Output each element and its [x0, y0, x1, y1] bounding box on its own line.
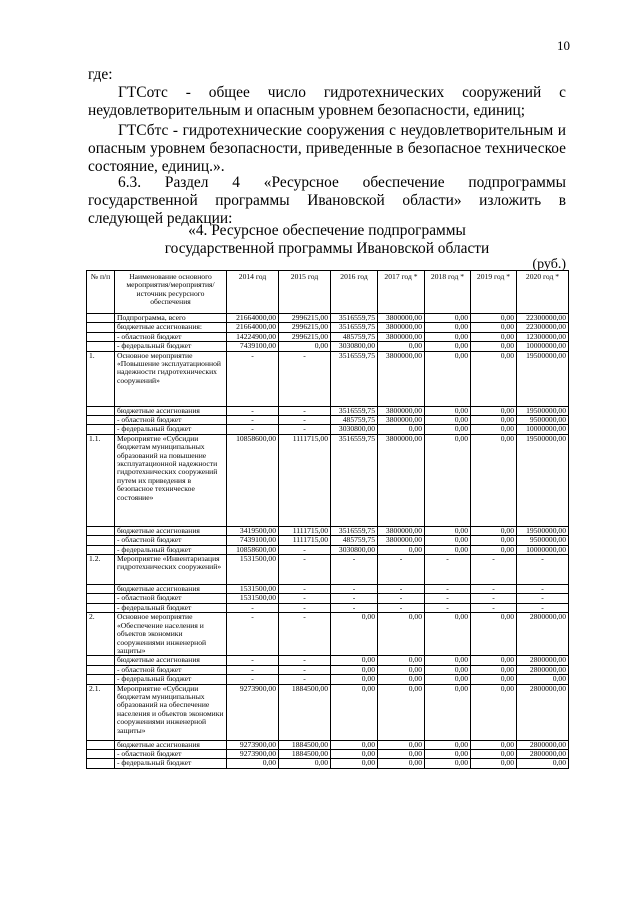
row-name: Подпрограмма, всего — [115, 314, 227, 323]
table-row — [87, 314, 569, 323]
row-value: 9273900,00 — [227, 749, 279, 758]
row-number — [87, 536, 115, 545]
section-title-line-2: государственной программы Ивановской области — [164, 240, 490, 257]
table-row — [87, 555, 569, 585]
row-value: 0,00 — [471, 425, 517, 434]
row-number: 1.1. — [87, 434, 115, 526]
row-value: 0,00 — [425, 416, 471, 425]
row-name: бюджетные ассигнования — [115, 406, 227, 415]
row-value: 10000000,00 — [517, 342, 569, 351]
table-row — [87, 665, 569, 674]
row-name: - областной бюджет — [115, 665, 227, 674]
table-row — [87, 675, 569, 684]
paragraph-gtsots: ГТСотс - общее число гидротехнических сооружений с неудовлетворительным и опасным уровнем безопасности, единиц; — [88, 84, 566, 119]
row-number: 2. — [87, 613, 115, 656]
header-2018: 2018 год * — [425, 271, 471, 314]
row-number — [87, 594, 115, 603]
row-value: 0,00 — [425, 675, 471, 684]
row-value: 2800000,00 — [517, 740, 569, 749]
row-value: 0,00 — [425, 332, 471, 341]
row-name: бюджетные ассигнования — [115, 740, 227, 749]
row-number — [87, 545, 115, 554]
row-value: 0,00 — [471, 536, 517, 545]
row-value: 0,00 — [471, 342, 517, 351]
row-value: 0,00 — [471, 749, 517, 758]
row-value: 0,00 — [425, 526, 471, 535]
table-row — [87, 406, 569, 415]
row-value: - — [279, 351, 331, 406]
page-number: 10 — [557, 38, 570, 53]
row-value: 10858600,00 — [227, 545, 279, 554]
row-number — [87, 675, 115, 684]
row-value: - — [517, 555, 569, 585]
row-value: - — [517, 603, 569, 612]
row-value: 0,00 — [471, 416, 517, 425]
row-value: - — [425, 555, 471, 585]
row-value: 0,00 — [331, 656, 378, 665]
row-value: - — [279, 656, 331, 665]
row-value: 0,00 — [331, 613, 378, 656]
row-value: 14224900,00 — [227, 332, 279, 341]
table-row — [87, 526, 569, 535]
row-value: 2996215,00 — [279, 323, 331, 332]
row-number — [87, 416, 115, 425]
row-value: 0,00 — [425, 545, 471, 554]
row-number — [87, 526, 115, 535]
row-value: 9273900,00 — [227, 684, 279, 740]
table-row — [87, 323, 569, 332]
row-value: - — [279, 425, 331, 434]
row-value: 0,00 — [425, 536, 471, 545]
row-value: - — [331, 555, 378, 585]
row-value: 3516559,75 — [331, 434, 378, 526]
row-value: - — [471, 603, 517, 612]
row-value: 0,00 — [471, 613, 517, 656]
row-value: 0,00 — [331, 665, 378, 674]
row-value: 19500000,00 — [517, 434, 569, 526]
row-value: 485759,75 — [331, 416, 378, 425]
row-value: 3516559,75 — [331, 323, 378, 332]
row-value: 3800000,00 — [378, 434, 425, 526]
row-value: 0,00 — [378, 613, 425, 656]
row-value: 1884500,00 — [279, 684, 331, 740]
row-value: 3800000,00 — [378, 526, 425, 535]
row-number — [87, 585, 115, 594]
header-2016: 2016 год — [331, 271, 378, 314]
row-value: 2800000,00 — [517, 749, 569, 758]
row-name: - областной бюджет — [115, 594, 227, 603]
row-value: - — [227, 425, 279, 434]
row-value: 0,00 — [378, 545, 425, 554]
row-number: 2.1. — [87, 684, 115, 740]
row-value: 1111715,00 — [279, 434, 331, 526]
table-row — [87, 749, 569, 758]
header-name: Наименование основного мероприятия/мероприятия/ источник ресурсного обеспечения — [115, 271, 227, 314]
row-value: 10000000,00 — [517, 425, 569, 434]
row-value: 485759,75 — [331, 536, 378, 545]
row-value: - — [425, 585, 471, 594]
table-row — [87, 585, 569, 594]
row-number — [87, 406, 115, 415]
row-value: 3419500,00 — [227, 526, 279, 535]
row-value: 0,00 — [331, 740, 378, 749]
row-value: 0,00 — [471, 332, 517, 341]
row-value: - — [517, 585, 569, 594]
row-name: Мероприятие «Субсидии бюджетам муниципальных образований на обеспечение населения и объектов экономики сооружениями инженерной защиты» — [115, 684, 227, 740]
row-value: 21664000,00 — [227, 314, 279, 323]
row-value: - — [227, 656, 279, 665]
row-value: - — [227, 675, 279, 684]
row-value: 3030800,00 — [331, 342, 378, 351]
row-value: 1531500,00 — [227, 555, 279, 585]
row-value: 0,00 — [331, 684, 378, 740]
row-value: - — [331, 594, 378, 603]
row-value: 0,00 — [471, 434, 517, 526]
row-value: 0,00 — [425, 656, 471, 665]
row-number — [87, 740, 115, 749]
row-value: 0,00 — [425, 323, 471, 332]
row-value: 0,00 — [227, 759, 279, 768]
row-value: 0,00 — [471, 545, 517, 554]
table-row — [87, 536, 569, 545]
row-value: 3800000,00 — [378, 416, 425, 425]
row-value: 22300000,00 — [517, 323, 569, 332]
row-value: 2996215,00 — [279, 314, 331, 323]
row-value: 0,00 — [471, 684, 517, 740]
row-value: 19500000,00 — [517, 526, 569, 535]
row-value: - — [471, 555, 517, 585]
row-value: 0,00 — [471, 351, 517, 406]
row-name: - областной бюджет — [115, 536, 227, 545]
row-value: 485759,75 — [331, 332, 378, 341]
row-value: - — [517, 594, 569, 603]
row-name: - федеральный бюджет — [115, 759, 227, 768]
table-row — [87, 545, 569, 554]
row-name: бюджетные ассигнования — [115, 585, 227, 594]
table-row — [87, 425, 569, 434]
row-value: 0,00 — [425, 684, 471, 740]
row-value: 2800000,00 — [517, 613, 569, 656]
row-value: 2800000,00 — [517, 684, 569, 740]
row-value: 0,00 — [517, 759, 569, 768]
row-value: 3800000,00 — [378, 332, 425, 341]
header-no: № п/п — [87, 271, 115, 314]
header-2015: 2015 год — [279, 271, 331, 314]
row-name: Мероприятие «Инвентаризация гидротехнических сооружений» — [115, 555, 227, 585]
table-row — [87, 351, 569, 406]
row-value: - — [279, 675, 331, 684]
row-value: - — [425, 594, 471, 603]
row-value: 0,00 — [378, 656, 425, 665]
row-value: 1531500,00 — [227, 585, 279, 594]
row-value: 0,00 — [279, 759, 331, 768]
resource-table — [86, 270, 569, 769]
row-value: - — [279, 585, 331, 594]
paragraph-section-6-3: 6.3. Раздел 4 «Ресурсное обеспечение подпрограммы государственной программы Ивановской области» изложить в следующей редакции: — [88, 174, 566, 227]
table-row — [87, 594, 569, 603]
row-value: - — [279, 555, 331, 585]
row-value: 3516559,75 — [331, 406, 378, 415]
currency-unit: (руб.) — [532, 257, 566, 272]
row-value: 0,00 — [331, 759, 378, 768]
row-value: - — [331, 603, 378, 612]
row-number — [87, 665, 115, 674]
row-number — [87, 603, 115, 612]
row-name: - федеральный бюджет — [115, 425, 227, 434]
row-value: 7439100,00 — [227, 342, 279, 351]
row-value: 0,00 — [425, 749, 471, 758]
row-value: 3800000,00 — [378, 323, 425, 332]
row-value: - — [378, 603, 425, 612]
row-value: 0,00 — [378, 665, 425, 674]
row-value: 0,00 — [425, 740, 471, 749]
row-number: 1. — [87, 351, 115, 406]
row-value: 3516559,75 — [331, 351, 378, 406]
row-value: 0,00 — [378, 342, 425, 351]
row-number — [87, 314, 115, 323]
table-row — [87, 603, 569, 612]
row-value: - — [279, 545, 331, 554]
row-value: 22300000,00 — [517, 314, 569, 323]
row-value: - — [471, 594, 517, 603]
row-value: - — [279, 613, 331, 656]
row-value: 1111715,00 — [279, 536, 331, 545]
row-value: - — [227, 416, 279, 425]
table-row — [87, 656, 569, 665]
row-number — [87, 332, 115, 341]
row-name: бюджетные ассигнования: — [115, 323, 227, 332]
row-value: 7439100,00 — [227, 536, 279, 545]
row-value: 0,00 — [425, 434, 471, 526]
row-value: 0,00 — [378, 425, 425, 434]
row-value: 1884500,00 — [279, 740, 331, 749]
table-row — [87, 416, 569, 425]
table-row — [87, 684, 569, 740]
row-number — [87, 759, 115, 768]
row-value: 0,00 — [378, 740, 425, 749]
row-value: - — [331, 585, 378, 594]
table-row — [87, 342, 569, 351]
row-name: - областной бюджет — [115, 416, 227, 425]
row-value: 0,00 — [425, 613, 471, 656]
row-value: 3800000,00 — [378, 536, 425, 545]
row-value: - — [227, 665, 279, 674]
row-name: Основное мероприятие «Повышение эксплуатационной надежности гидротехнических сооружений» — [115, 351, 227, 406]
row-name: - федеральный бюджет — [115, 603, 227, 612]
row-value: 10858600,00 — [227, 434, 279, 526]
table-row — [87, 613, 569, 656]
row-value: - — [227, 613, 279, 656]
row-number: 1.2. — [87, 555, 115, 585]
row-value: 2996215,00 — [279, 332, 331, 341]
row-value: 0,00 — [425, 314, 471, 323]
row-value: 9500000,00 — [517, 416, 569, 425]
row-value: 0,00 — [471, 656, 517, 665]
row-value: 0,00 — [425, 759, 471, 768]
row-value: 0,00 — [279, 342, 331, 351]
row-value: 3516559,75 — [331, 314, 378, 323]
table-row — [87, 332, 569, 341]
row-value: 9273900,00 — [227, 740, 279, 749]
paragraph-where: где: — [88, 66, 113, 83]
row-value: - — [279, 594, 331, 603]
row-value: - — [227, 351, 279, 406]
row-value: 0,00 — [471, 406, 517, 415]
table-row — [87, 759, 569, 768]
row-value: 2800000,00 — [517, 656, 569, 665]
section-title — [88, 222, 566, 258]
row-value: 1531500,00 — [227, 594, 279, 603]
table-header-row — [87, 271, 569, 314]
row-value: 0,00 — [471, 526, 517, 535]
row-number — [87, 342, 115, 351]
paragraph-gtsbts: ГТСбтс - гидротехнические сооружения с неудовлетворительным и опасным уровнем безопасности, приведенные в безопасное техническое состояние, единиц.». — [88, 122, 566, 175]
row-value: 1884500,00 — [279, 749, 331, 758]
row-value: 0,00 — [471, 675, 517, 684]
row-value: - — [378, 555, 425, 585]
row-value: 10000000,00 — [517, 545, 569, 554]
row-value: 0,00 — [425, 665, 471, 674]
section-title-line-1: «4. Ресурсное обеспечение подпрограммы — [188, 222, 466, 239]
row-number — [87, 656, 115, 665]
row-value: 0,00 — [425, 342, 471, 351]
row-value: 0,00 — [471, 759, 517, 768]
header-2020: 2020 год * — [517, 271, 569, 314]
row-value: - — [425, 603, 471, 612]
row-value: 0,00 — [378, 749, 425, 758]
row-value: 0,00 — [425, 351, 471, 406]
row-value: 19500000,00 — [517, 351, 569, 406]
row-value: 0,00 — [471, 314, 517, 323]
row-value: 0,00 — [331, 675, 378, 684]
row-value: 1111715,00 — [279, 526, 331, 535]
row-name: бюджетные ассигнования — [115, 526, 227, 535]
row-value: 19500000,00 — [517, 406, 569, 415]
table-row — [87, 740, 569, 749]
header-2017: 2017 год * — [378, 271, 425, 314]
row-name: - федеральный бюджет — [115, 545, 227, 554]
row-value: - — [227, 603, 279, 612]
row-value: 3516559,75 — [331, 526, 378, 535]
row-value: 0,00 — [425, 425, 471, 434]
header-2014: 2014 год — [227, 271, 279, 314]
row-name: Основное мероприятие «Обеспечение населения и объектов экономики сооружениями инженерной защиты» — [115, 613, 227, 656]
row-value: 0,00 — [471, 323, 517, 332]
row-value: 0,00 — [331, 749, 378, 758]
row-value: - — [378, 585, 425, 594]
row-value: 0,00 — [471, 740, 517, 749]
row-value: - — [227, 406, 279, 415]
row-value: 12300000,00 — [517, 332, 569, 341]
table-row — [87, 434, 569, 526]
row-value: 0,00 — [378, 759, 425, 768]
header-2019: 2019 год * — [471, 271, 517, 314]
row-value: 3030800,00 — [331, 545, 378, 554]
row-value: 3030800,00 — [331, 425, 378, 434]
row-number — [87, 425, 115, 434]
row-value: 0,00 — [378, 675, 425, 684]
row-value: 2800000,00 — [517, 665, 569, 674]
row-value: - — [279, 406, 331, 415]
row-name: Мероприятие «Субсидии бюджетам муниципальных образований на повышение эксплуатационной надежности гидротехнических сооружений путем их приведения в безопасное техническое состояние» — [115, 434, 227, 526]
row-value: 9500000,00 — [517, 536, 569, 545]
row-number — [87, 749, 115, 758]
row-value: - — [378, 594, 425, 603]
row-name: - областной бюджет — [115, 749, 227, 758]
row-value: - — [279, 665, 331, 674]
row-value: - — [471, 585, 517, 594]
row-value: 0,00 — [517, 675, 569, 684]
row-value: 0,00 — [425, 406, 471, 415]
row-value: 3800000,00 — [378, 314, 425, 323]
row-value: - — [279, 416, 331, 425]
row-name: - федеральный бюджет — [115, 342, 227, 351]
row-number — [87, 323, 115, 332]
row-name: бюджетные ассигнования — [115, 656, 227, 665]
row-value: 21664000,00 — [227, 323, 279, 332]
row-value: - — [279, 603, 331, 612]
row-value: 3800000,00 — [378, 351, 425, 406]
row-value: 0,00 — [471, 665, 517, 674]
row-value: 3800000,00 — [378, 406, 425, 415]
row-name: - областной бюджет — [115, 332, 227, 341]
row-value: 0,00 — [378, 684, 425, 740]
row-name: - федеральный бюджет — [115, 675, 227, 684]
